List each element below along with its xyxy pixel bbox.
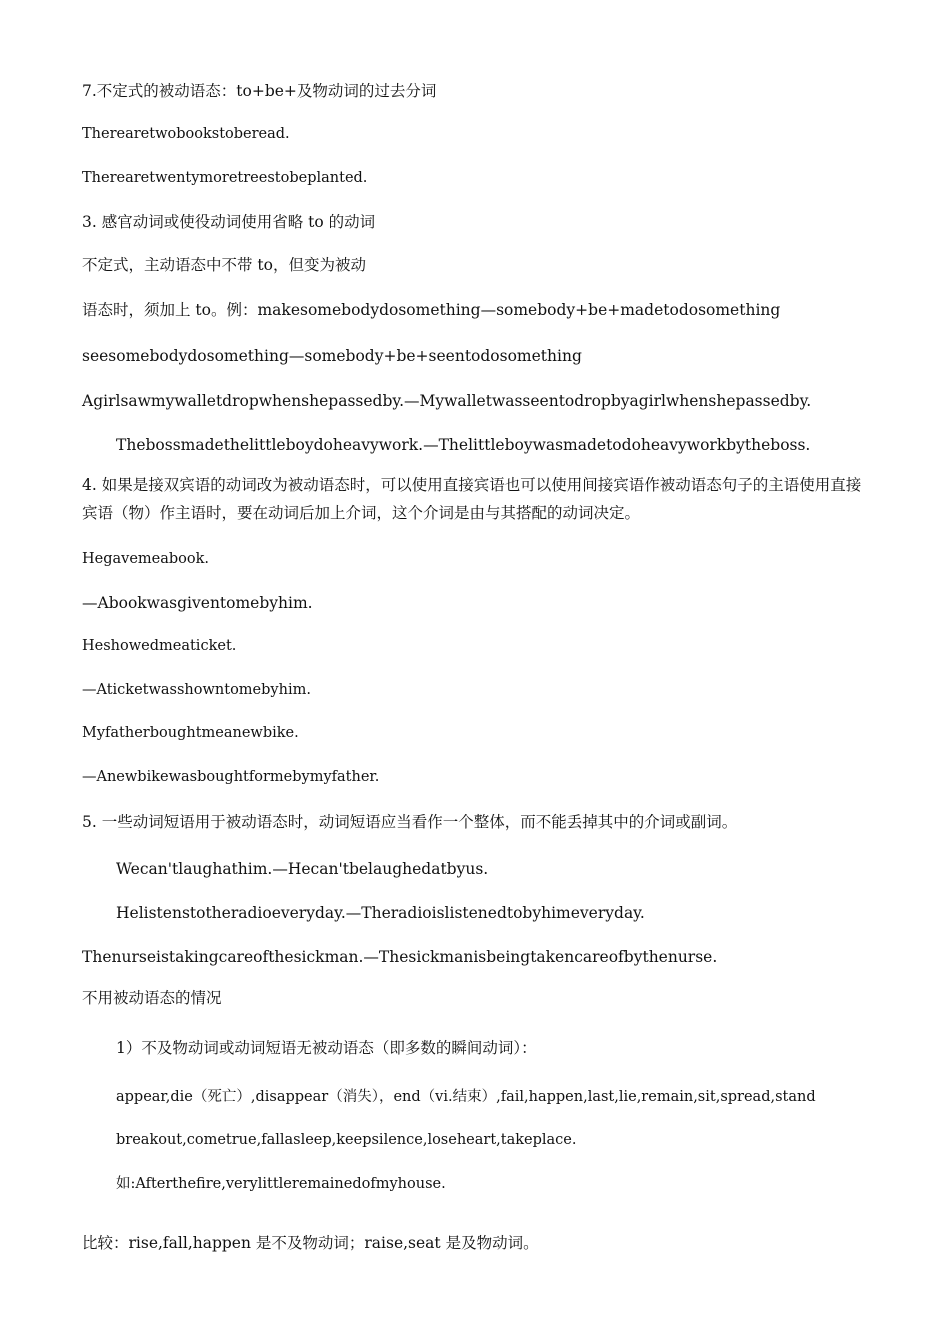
example-sentence: Thenurseistakingcareofthesickman.—Thesickmanisbeingtakencareofbythenurse. (82, 948, 718, 966)
example-sentence: —Abookwasgiventomebyhim. (82, 594, 313, 612)
example-sentence: Agirlsawmywalletdropwhenshepassedby.—Mywalletwasseentodropbyagirlwhenshepassedby. (82, 392, 812, 410)
section-heading-5: 5. 一些动词短语用于被动语态时，动词短语应当看作一个整体，而不能丢掉其中的介词或副词。 (82, 813, 738, 831)
section-heading-no-passive: 不用被动语态的情况 (82, 989, 222, 1007)
section-heading-4: 4. 如果是接双宾语的动词改为被动语态时，可以使用直接宾语也可以使用间接宾语作被动语态句子的主语使用直接宾语（物）作主语时，要在动词后加上介词，这个介词是由与其搭配的动词决定。 (82, 476, 862, 522)
section-heading-7: 7.不定式的被动语态：to+be+及物动词的过去分词 (82, 82, 437, 100)
example-sentence: Helistenstotheradioeveryday.—Theradioislistenedtobyhimeveryday. (116, 904, 645, 922)
section-heading-3: 3. 感官动词或使役动词使用省略 to 的动词 (82, 213, 376, 231)
example-sentence: Myfatherboughtmeanewbike. (82, 725, 299, 741)
word-list: breakout,cometrue,fallasleep,keepsilence,loseheart,takeplace. (116, 1132, 577, 1148)
example-sentence: —Anewbikewasboughtformebymyfather. (82, 769, 380, 785)
paragraph: 不定式，主动语态中不带 to，但变为被动 (82, 256, 366, 274)
word-list: appear,die（死亡）,disappear（消失），end（vi.结束）,fail,happen,last,lie,remain,sit,spread,stand (116, 1089, 816, 1105)
comparison-note: 比较：rise,fall,happen 是不及物动词；raise,seat 是及物动词。 (82, 1234, 539, 1252)
example-sentence: Wecan'tlaughathim.—Hecan'tbelaughedatbyus. (116, 860, 489, 878)
example-sentence: Heshowedmeaticket. (82, 638, 237, 654)
paragraph: 语态时，须加上 to。例：makesomebodydosomething—somebody+be+madetodosomething (82, 301, 781, 319)
example-sentence: Hegavemeabook. (82, 551, 210, 567)
example-sentence: Therearetwentymoretreestobeplanted. (82, 170, 368, 186)
example-sentence: —Aticketwasshowntomebyhim. (82, 682, 311, 698)
example-sentence: Thebossmadethelittleboydoheavywork.—Thelittleboywasmadetodoheavyworkbytheboss. (116, 436, 811, 454)
example-sentence: 如:Afterthefire,verylittleremainedofmyhouse. (116, 1176, 446, 1192)
paragraph: seesomebodydosomething—somebody+be+seentodosomething (82, 347, 582, 365)
example-sentence: Therearetwobookstoberead. (82, 126, 290, 142)
paragraph: 1）不及物动词或动词短语无被动语态（即多数的瞬间动词）： (116, 1039, 537, 1057)
